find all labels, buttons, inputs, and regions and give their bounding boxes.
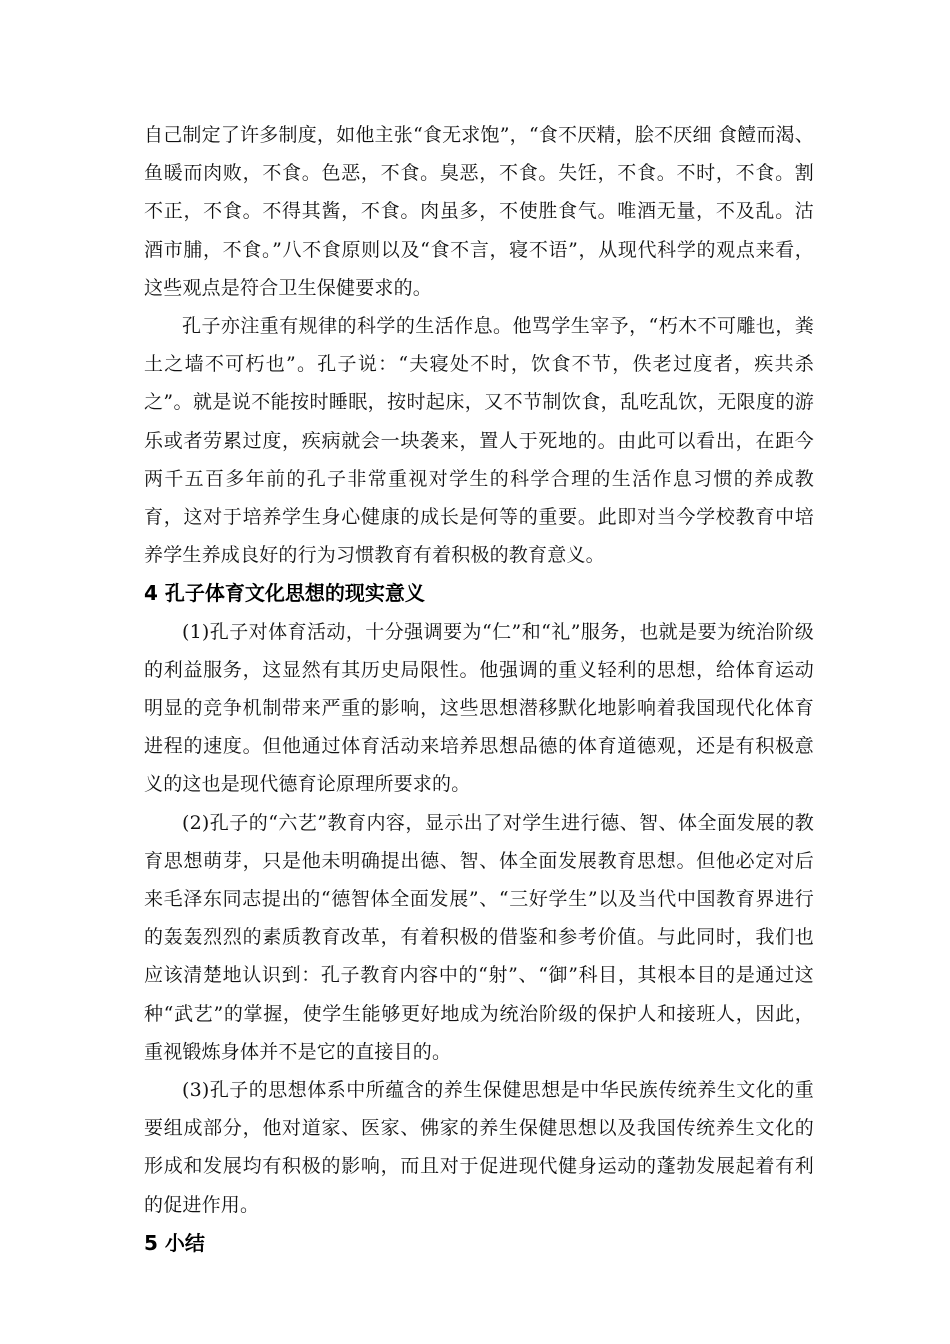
document-page <box>144 116 814 1262</box>
section-heading-5: 5 小结 <box>144 1230 205 1255</box>
paragraph-diet-rules: 自己制定了许多制度，如他主张“食无求饱”，“食不厌精，脍不厌细 食饐而渴、鱼暖而肉败，不食。色恶，不食。臭恶，不食。失饪，不食。不时，不食。割不正，不食。不得其酱，不食。肉虽多，不使胜食气。唯酒无量，不及乱。沽酒市脯，不食。”八不食原则以及“食不言，寝不语”，从现代科学的观点来看，这些观点是符合卫生保健要求的。 <box>144 124 814 299</box>
section-heading-4: 4 孔子体育文化思想的现实意义 <box>144 581 425 606</box>
paragraph-point-2: (2)孔子的“六艺”教育内容，显示出了对学生进行德、智、体全面发展的教育思想萌芽，只是他未明确提出德、智、体全面发展教育思想。但他必定对后来毛泽东同志提出的“德智体全面发展”、“三好学生”以及当代中国教育界进行的轰轰烈烈的素质教育改革，有着积极的借鉴和参考价值。与此同时，我们也应该清楚地认识到：孔子教育内容中的“射”、“御”科目，其根本目的是通过这种“武艺”的掌握，使学生能够更好地成为统治阶级的保护人和接班人，因此，重视锻炼身体并不是它的直接目的。 <box>144 811 814 1063</box>
paragraph-point-1: (1)孔子对体育活动，十分强调要为“仁”和“礼”服务，也就是要为统治阶级的利益服务，这显然有其历史局限性。他强调的重义轻利的思想，给体育运动明显的竞争机制带来严重的影响，这些思想潜移默化地影响着我国现代化体育进程的速度。但他通过体育活动来培养思想品德的体育道德观，还是有积极意义的这也是现代德育论原理所要求的。 <box>144 620 814 796</box>
paragraph-point-3: (3)孔子的思想体系中所蕴含的养生保健思想是中华民族传统养生文化的重要组成部分，他对道家、医家、佛家的养生保健思想以及我国传统养生文化的形成和发展均有积极的影响，而且对于促进现代健身运动的蓬勃发展起着有利的促进作用。 <box>144 1079 814 1216</box>
paragraph-daily-routine: 孔子亦注重有规律的科学的生活作息。他骂学生宰予，“朽木不可雕也，粪土之墙不可朽也”。孔子说：“夫寝处不时，饮食不节，佚老过度者，疾共杀之”。就是说不能按时睡眠，按时起床，又不节制饮食，乱吃乱饮，无限度的游乐或者劳累过度，疾病就会一块袭来，置人于死地的。由此可以看出，在距今两千五百多年前的孔子非常重视对学生的科学合理的生活作息习惯的养成教育，这对于培养学生身心健康的成长是何等的重要。此即对当今学校教育中培养学生养成良好的行为习惯教育有着积极的教育意义。 <box>144 315 814 567</box>
